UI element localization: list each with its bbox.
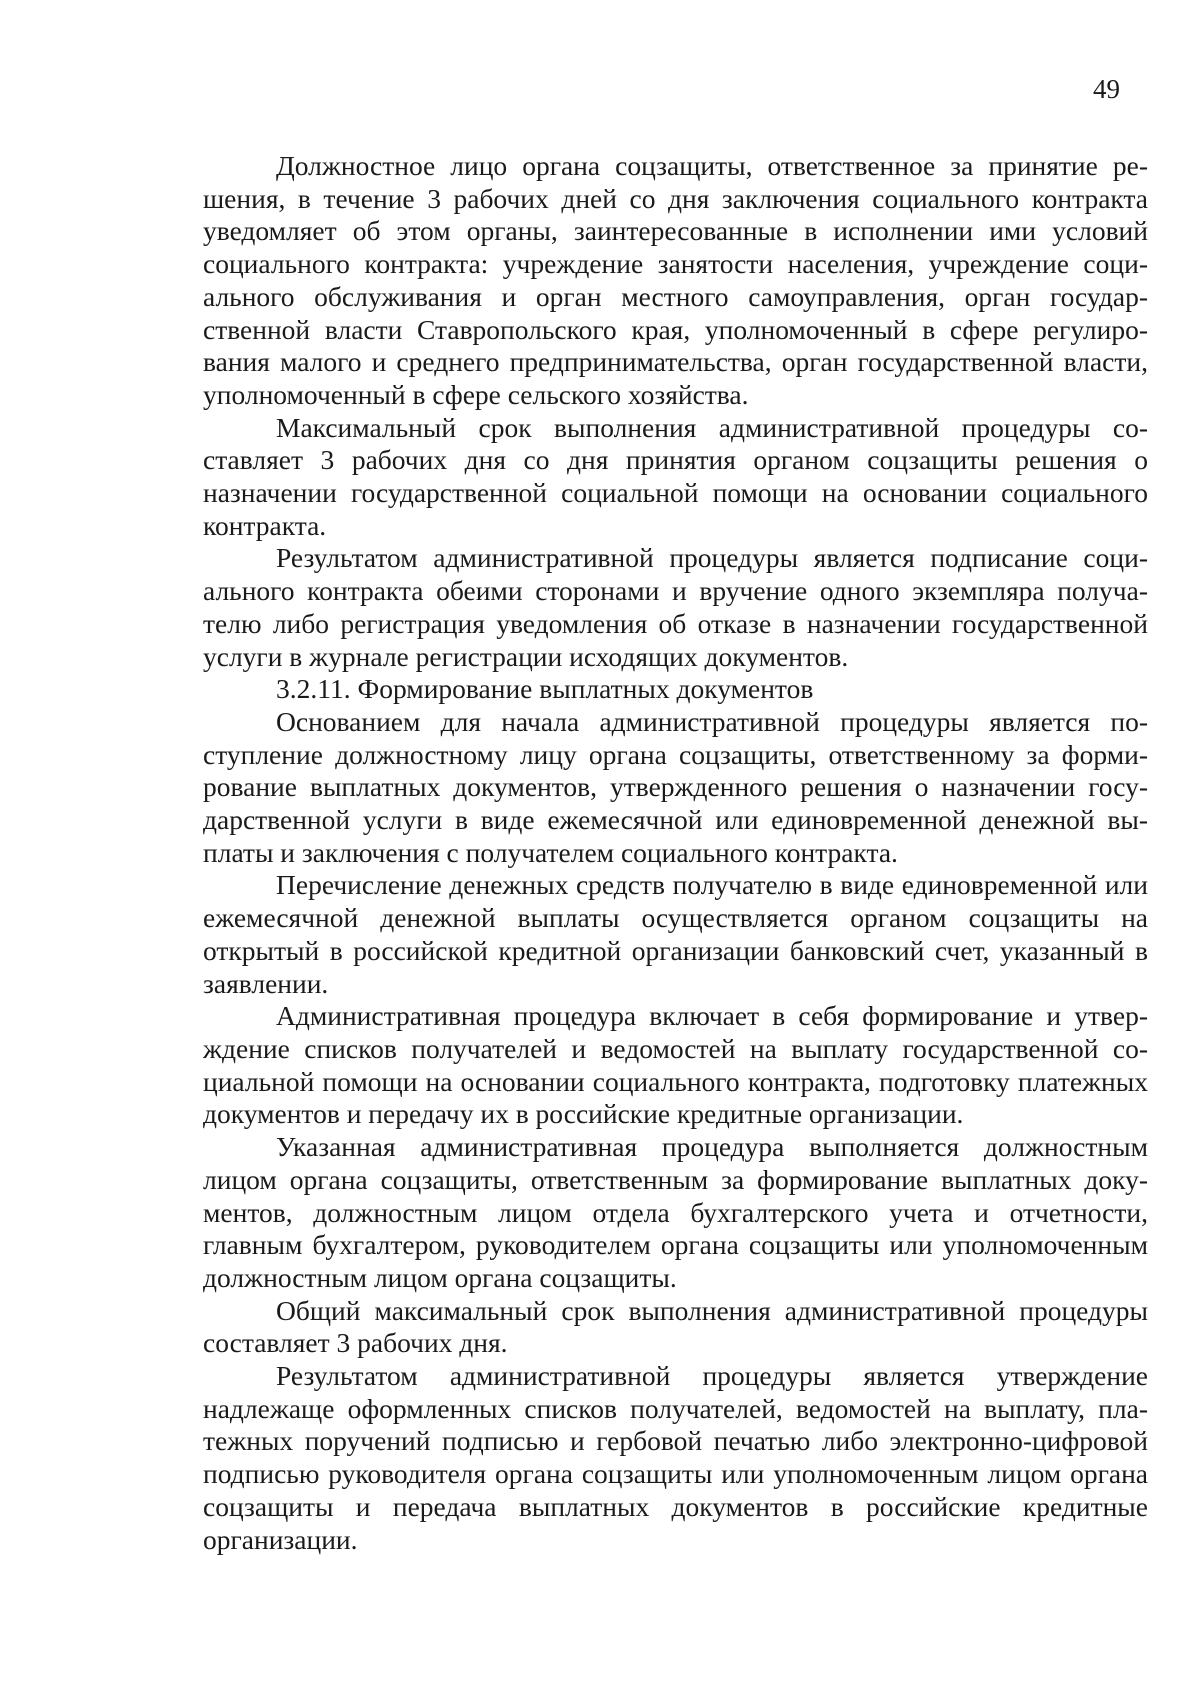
paragraph-result-approval: Результатом административной процедуры является утверждение надлежаще оформленных списков получателей, ведомостей на выплату, платежных поручений подписью и гербовой печатью либо электронно-цифровой подписью руководителя органа соцзащиты или уполномоченным лицом органа соцзащиты и передача выплатных документов в российские кредитные организации. [203,1360,1148,1555]
paragraph-transfer: Перечисление денежных средств получателю в виде единовременной или ежемесячной денежной выплаты осуществляется органом соцзащиты на открытый в российской кредитной организации банковский счет, указанный в заявлении. [203,869,1148,999]
document-body [203,150,1148,1556]
paragraph-basis: Основанием для начала административной процедуры является поступление должностному лицу органа соцзащиты, ответственному за формирование выплатных документов, утвержденного решения о назначении государственной услуги в виде ежемесячной или единовременной денежной выплаты и заключения с получателем социального контракта. [203,705,1148,868]
paragraph-notification: Должностное лицо органа соцзащиты, ответственное за принятие решения, в течение 3 рабочих дней со дня заключения социального контракта уведомляет об этом органы, заинтересованные в исполнении ими условий социального контракта: учреждение занятости населения, учреждение социального обслуживания и орган местного самоуправления, орган государственной власти Ставропольского края, уполномоченный в сфере регулирования малого и среднего предпринимательства, орган государственной власти, уполномоченный в сфере сельского хозяйства. [203,150,1148,410]
paragraph-max-term-contract: Максимальный срок выполнения административной процедуры составляет 3 рабочих дня со дня принятия органом соцзащиты решения о назначении государственной социальной помощи на основании социального контракта. [203,411,1148,541]
paragraph-performed-by: Указанная административная процедура выполняется должностным лицом органа соцзащиты, ответственным за формирование выплатных документов, должностным лицом отдела бухгалтерского учета и отчетности, главным бухгалтером, руководителем органа соцзащиты или уполномоченным должностным лицом органа соцзащиты. [203,1131,1148,1293]
paragraph-total-max-term: Общий максимальный срок выполнения административной процедуры составляет 3 рабочих дня. [203,1294,1148,1359]
paragraph-procedure-includes: Административная процедура включает в себя формирование и утверждение списков получателей и ведомостей на выплату государственной социальной помощи на основании социального контракта, подготовку платежных документов и передачу их в российские кредитные организации. [203,1000,1148,1130]
paragraph-result-contract: Результатом административной процедуры является подписание социального контракта обеими сторонами и вручение одного экземпляра получателю либо регистрация уведомления об отказе в назначении государственной услуги в журнале регистрации исходящих документов. [203,542,1148,672]
page-number: 49 [1093,74,1120,104]
section-heading-3-2-11: 3.2.11. Формирование выплатных документов [276,673,814,705]
